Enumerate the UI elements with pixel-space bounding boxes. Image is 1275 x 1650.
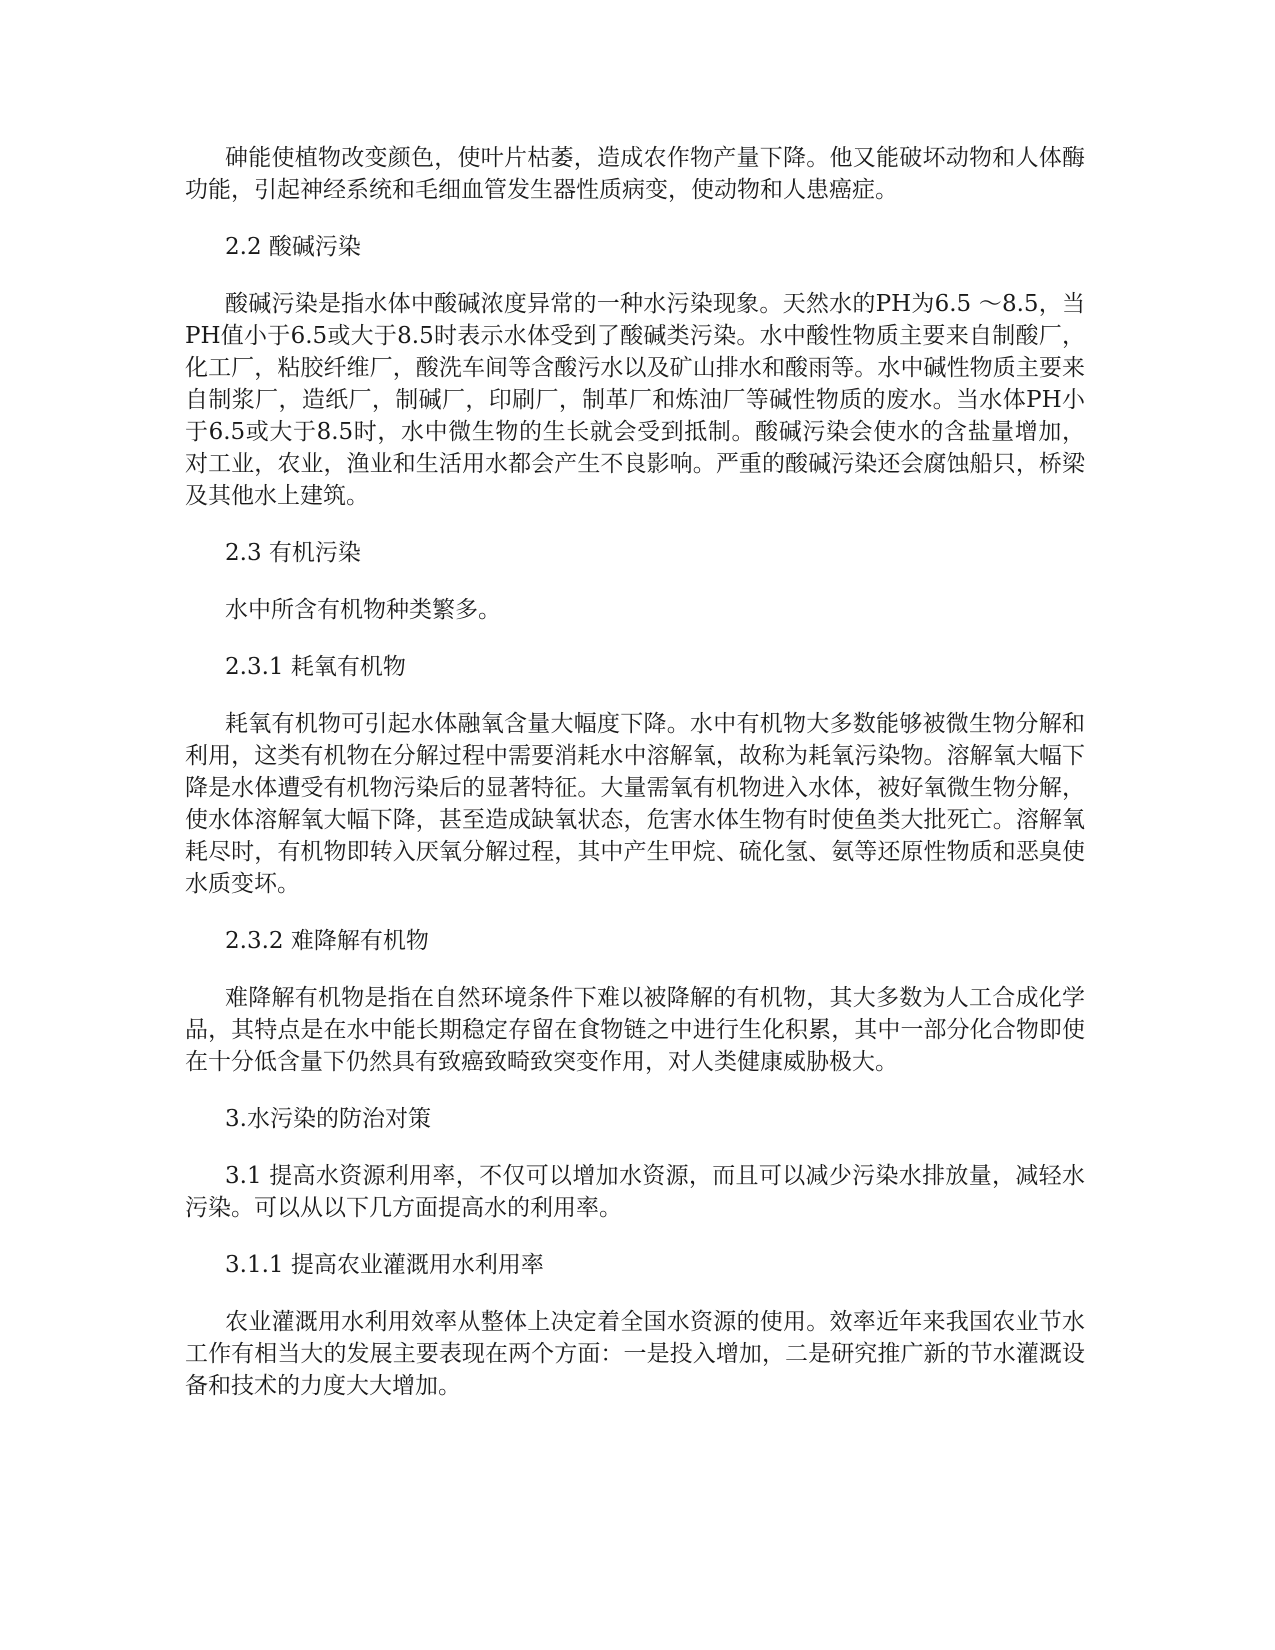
para-3-1: 3.1 提高水资源利用率，不仅可以增加水资源，而且可以减少污染水排放量，减轻水污染。可以从以下几方面提高水的利用率。 [185, 1163, 1085, 1221]
heading-3-1-1: 3.1.1 提高农业灌溉用水利用率 [225, 1252, 544, 1278]
para-acid-base-pollution: 酸碱污染是指水体中酸碱浓度异常的一种水污染现象。天然水的PH为6.5 ～8.5，当PH值小于6.5或大于8.5时表示水体受到了酸碱类污染。水中酸性物质主要来自制酸厂，化工厂，粘胶纤维厂，酸洗车间等含酸污水以及矿山排水和酸雨等。水中碱性物质主要来自制浆厂，造纸厂，制碱厂，印刷厂，制革厂和炼油厂等碱性物质的废水。当水体PH小于6.5或大于8.5时，水中微生物的生长就会受到抵制。酸碱污染会使水的含盐量增加，对工业，农业，渔业和生活用水都会产生不良影响。严重的酸碱污染还会腐蚀船只，桥梁及其他水上建筑。 [185, 291, 1085, 509]
para-oxygen-consuming: 耗氧有机物可引起水体融氧含量大幅度下降。水中有机物大多数能够被微生物分解和利用，这类有机物在分解过程中需要消耗水中溶解氧，故称为耗氧污染物。溶解氧大幅下降是水体遭受有机物污染后的显著特征。大量需氧有机物进入水体，被好氧微生物分解，使水体溶解氧大幅下降，甚至造成缺氧状态，危害水体生物有时使鱼类大批死亡。溶解氧耗尽时，有机物即转入厌氧分解过程，其中产生甲烷、硫化氢、氨等还原性物质和恶臭使水质变坏。 [185, 711, 1085, 897]
document-body [185, 142, 1085, 1427]
heading-2-3-2: 2.3.2 难降解有机物 [225, 928, 429, 954]
heading-2-2: 2.2 酸碱污染 [225, 234, 361, 260]
heading-2-3-1: 2.3.1 耗氧有机物 [225, 654, 406, 680]
heading-3: 3.水污染的防治对策 [225, 1106, 431, 1132]
heading-2-3: 2.3 有机污染 [225, 540, 361, 566]
para-arsenic-effects: 砷能使植物改变颜色，使叶片枯萎，造成农作物产量下降。他又能破坏动物和人体酶功能，引起神经系统和毛细血管发生器性质病变，使动物和人患癌症。 [185, 145, 1085, 203]
para-irrigation: 农业灌溉用水利用效率从整体上决定着全国水资源的使用。效率近年来我国农业节水工作有相当大的发展主要表现在两个方面：一是投入增加，二是研究推广新的节水灌溉设备和技术的力度大大增加。 [185, 1309, 1085, 1399]
para-refractory-organics: 难降解有机物是指在自然环境条件下难以被降解的有机物，其大多数为人工合成化学品，其特点是在水中能长期稳定存留在食物链之中进行生化积累，其中一部分化合物即使在十分低含量下仍然具有致癌致畸致突变作用，对人类健康威胁极大。 [185, 985, 1085, 1075]
para-organic-intro: 水中所含有机物种类繁多。 [225, 597, 501, 623]
